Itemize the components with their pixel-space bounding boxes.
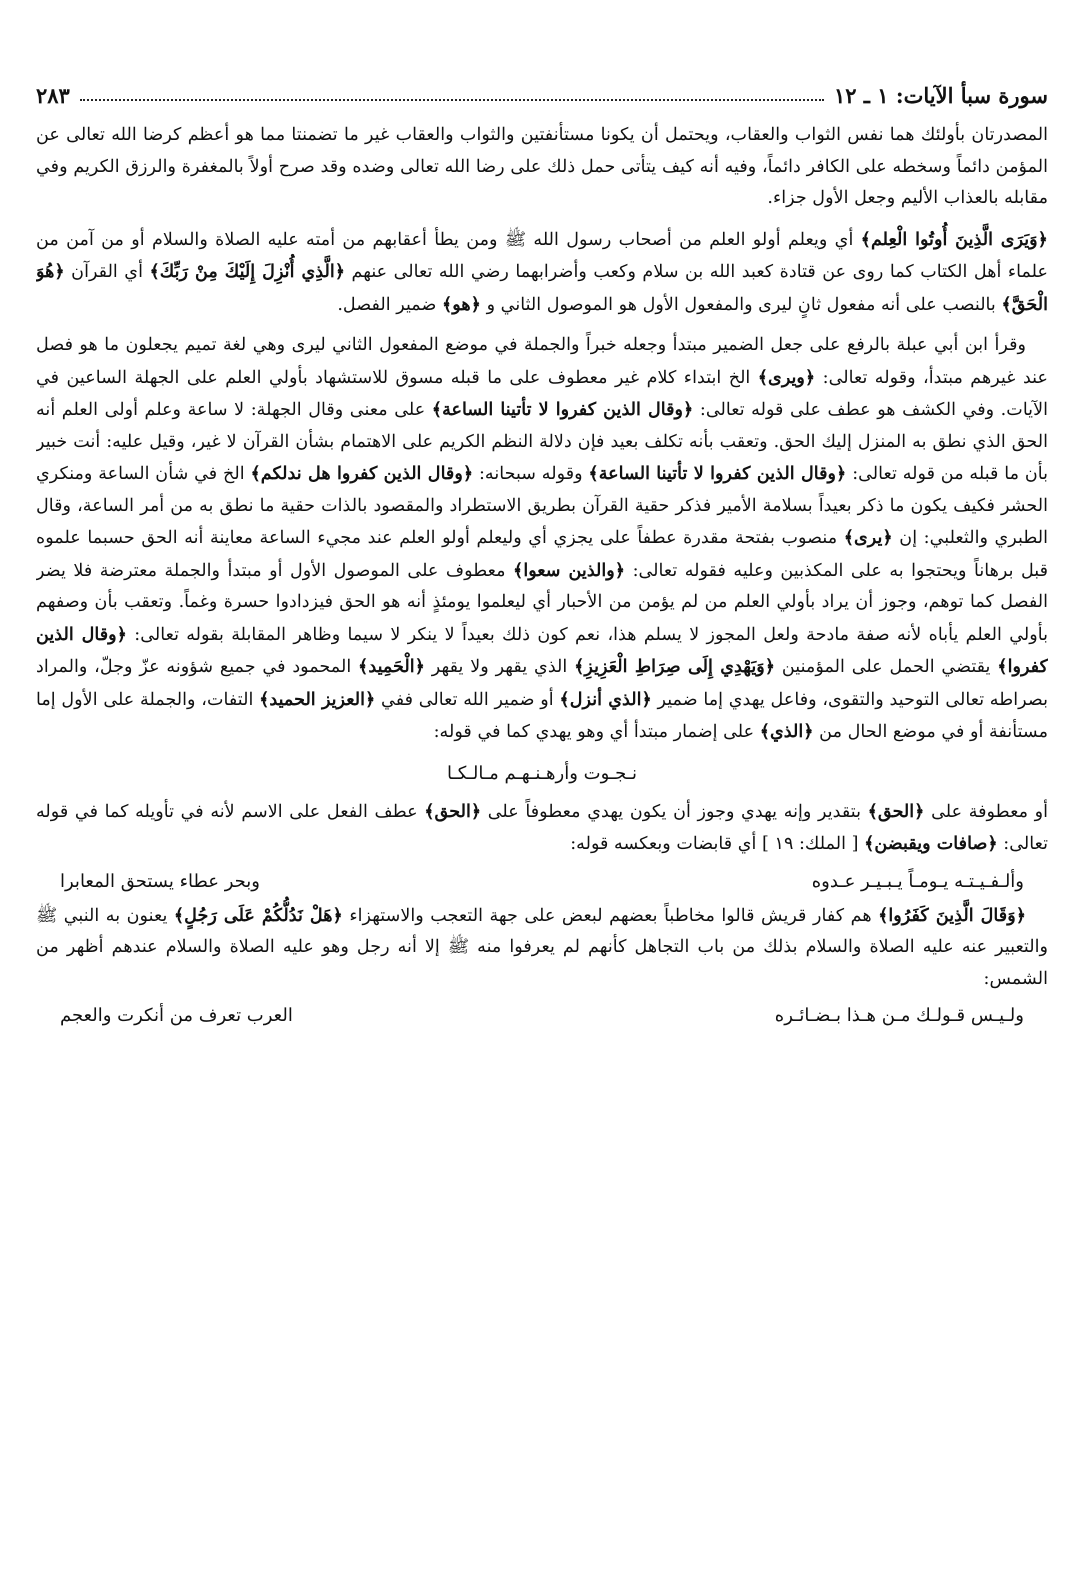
commentary-text: الخ في شأن الساعة ومنكري الحشر فكيف يكون ما ذكر بعيداً بسلامة الأمير فذكر حقية القرآن بطريق الاستطراد والمقصود بالذات حقية ما نطق به من أمر الساعة، وقال الطبري والثعلبي: إن (36, 464, 1048, 548)
paragraph-4 (36, 796, 1048, 861)
poetry-verse-3 (60, 1005, 1024, 1026)
commentary-text: المحمود في جميع شؤونه عزّ وجلّ، والمراد بصراطه تعالى التوحيد والتقوى، وفاعل يهدي إما ضمير (36, 657, 1048, 710)
commentary-text: على إضمار مبتدأ أي وهو يهدي كما في قوله: (433, 722, 760, 742)
quran-quote: ﴿يرى﴾ (843, 527, 893, 548)
commentary-text: هم كفار قريش قالوا مخاطباً بعضهم لبعض على جهة التعجب والاستهزاء (342, 905, 879, 926)
commentary-text: أو ضمير الله تعالى ففي (375, 689, 560, 710)
quran-quote: ﴿وقال الذين كفروا﴾ (36, 623, 1048, 677)
commentary-text: الخ ابتداء كلام غير معطوف على ما قبله مسوق للاستشهاد بأولي العلم على الجهلة الساعين في الآيات. وفي الكشف هو عطف على قوله تعالى: (36, 367, 1048, 420)
quran-quote: ﴿العزيز الحميد﴾ (259, 688, 376, 710)
surah-title: سورة سبأ الآيات: ١ ـ ١٢ (833, 83, 1048, 108)
verse-first-hemistich: وألـفـيـتـه يـومـاً يـبـيـر عـدوه (811, 870, 1024, 892)
verse-second-hemistich: العرب تعرف من أنكرت والعجم (60, 1005, 293, 1026)
commentary-text: منصوب بفتحة مقدرة عطفاً على يجزي أي وليعلم أولو العلم عند مجيء الساعة معاينة أنه الحق حسبما علموه قبل برهاناً ويحتجوا به على المكذبين وعليه فقوله تعالى: (36, 528, 1048, 581)
commentary-text: أو معطوفة على (924, 801, 1048, 822)
commentary-text: عطف الفعل على الاسم لأنه في تأويله كما في قوله تعالى: (36, 801, 1048, 854)
quran-quote: ﴿الْحَمِيد﴾ (358, 656, 425, 677)
page (36, 72, 1048, 1562)
quran-quote: ﴿وَقَالَ الَّذِينَ كَفَرُوا﴾ (878, 904, 1027, 926)
quran-quote: ﴿والذين سعوا﴾ (513, 559, 626, 581)
commentary-text: يعنون به النبي ﷺ والتعبير عنه عليه الصلاة والسلام بذلك من باب التجاهل كأنهم لم يعرفوا منه ﷺ إلا أنه رجل وهو عليه الصلاة والسلام عندهم أظهر من الشمس: (36, 905, 1048, 989)
commentary-text: وقوله سبحانه: (473, 464, 589, 484)
commentary-text: يقتضي الحمل على المؤمنين (775, 657, 998, 677)
poetry-verse-1: نـجـوت وأرهـنـهـم مـالـكـا (446, 762, 638, 784)
quran-quote: ﴿وقال الذين كفروا هل ندلكم﴾ (250, 463, 474, 484)
header-leader-dots (80, 99, 824, 101)
commentary-text: على معنى وقال الجهلة: لا ساعة وعلم أولى العلم أنه الحق الذي نطق به المنزل إليك الحق. وتعقب بأنه تكلف بعيد فإن دلالة النظم الكريم على الاهتمام بشأن القرآن لا غير، وقيل عليه: أنت خبير بأن ما قبله من قوله تعالى: (36, 400, 1048, 484)
commentary-text: الذي يقهر ولا يقهر (424, 657, 575, 677)
poetry-verse-2 (60, 871, 1024, 892)
quran-quote: ﴿ويرى﴾ (757, 366, 816, 388)
quran-quote: ﴿هَلْ نَدُلُّكُمْ عَلَى رَجُلٍ﴾ (173, 904, 343, 926)
paragraph-3 (36, 330, 1048, 749)
commentary-text: التفات، والجملة على الأول إما مستأنفة أو في موضع الحال من (36, 689, 1048, 742)
commentary-text: معطوف على الموصول الأول أو مبتدأ والجملة معترضة فلا يضر الفصل كما توهم، وجوز أن يراد بأولي العلم من لم يؤمن من الأحبار أي ليعلموا يومئذٍ أنه هو الحق فيزدادوا حسرة وغماً. وتعقب بأن وصفهم بأولي العلم يأباه لأنه صفة مادحة ولعل المجوز لا يسلم هذا، نعم كون ذلك بعيداً لا ينكر لا سيما وظاهر المقابلة بقوله تعالى: (36, 560, 1048, 645)
quran-quote: ﴿وقال الذين كفروا لا تأتينا الساعة﴾ (588, 463, 847, 484)
verse-second-hemistich: وبحر عطاء يستحق المعابرا (60, 870, 261, 892)
quran-quote: ﴿هو﴾ (441, 293, 481, 315)
quran-quote: ﴿الحق﴾ (867, 800, 925, 822)
commentary-text: أي ويعلم أولو العلم من أصحاب رسول الله ﷺ ومن يطأ أعقابهم من أمته عليه الصلاة والسلام أو من آمن من علماء أهل الكتاب كما روى عن قتادة كعبد الله بن سلام وكعب وأضرابهما رضي الله تعالى عنهم (36, 229, 1048, 282)
paragraph-1: المصدرتان بأولئك هما نفس الثواب والعقاب، ويحتمل أن يكونا مستأنفتين والثواب والعقاب غير ما تضمنتا مما هو أعظم كرضا الله تعالى عن المؤمن دائماً وسخطه على الكافر دائماً، وفيه أنه كيف يتأتى حمل ذلك على رضا الله تعالى وضده وقد صرح أولاً بالمغفرة والرزق الكريم وفي مقابله بالعذاب الأليم وجعل الأول جزاء. (36, 125, 1048, 208)
commentary-text: بالنصب على أنه مفعول ثانٍ ليرى والمفعول الأول هو الموصول الثاني و (480, 294, 1002, 315)
page-number: ٢٨٣ (36, 83, 70, 108)
quran-quote: ﴿وَيَرَى الَّذِينَ أُوتُوا الْعِلم﴾ (860, 228, 1048, 250)
quran-quote: ﴿الذي أنزل﴾ (559, 688, 652, 710)
verse-first-hemistich: ولـيـس قـولـك مـن هـذا بـضـائـره (774, 1005, 1024, 1026)
quran-quote: ﴿صافات ويقبضن﴾ (864, 833, 998, 854)
paragraph-5 (36, 900, 1048, 996)
commentary-text: ضمير الفصل. (337, 294, 442, 315)
commentary-text: وقرأ ابن أبي عبلة بالرفع على جعل الضمير مبتدأ وجعله خبراً والجملة في موضع المفعول الثاني ليرى وهي لغة تميم يجعلون ما هو فصل عند غيرهم مبتدأ، وقوله تعالى: (36, 335, 1048, 388)
quran-quote: ﴿الذي﴾ (759, 721, 814, 742)
quran-quote: ﴿وقال الذين كفروا لا تأتينا الساعة﴾ (431, 399, 694, 420)
page-header (36, 72, 1048, 108)
quran-quote: ﴿الحق﴾ (424, 800, 482, 822)
commentary-text: بتقدير وإنه يهدي وجوز أن يكون يهدي معطوفاً على (481, 801, 868, 822)
quran-quote: ﴿هُوَ الْحَقَّ﴾ (36, 261, 1048, 315)
paragraph-2 (36, 224, 1048, 322)
commentary-text: أي القرآن (64, 262, 150, 282)
commentary-text: [ الملك: ١٩ ] أي قابضات وبعكسه قوله: (570, 834, 865, 854)
quran-quote: ﴿وَيَهْدِي إِلَى صِرَاطِ الْعَزِيزِ﴾ (574, 656, 776, 677)
quran-quote: ﴿الَّذِي أُنْزِلَ إِلَيْكَ مِنْ رَبِّكَ﴾ (149, 261, 346, 282)
